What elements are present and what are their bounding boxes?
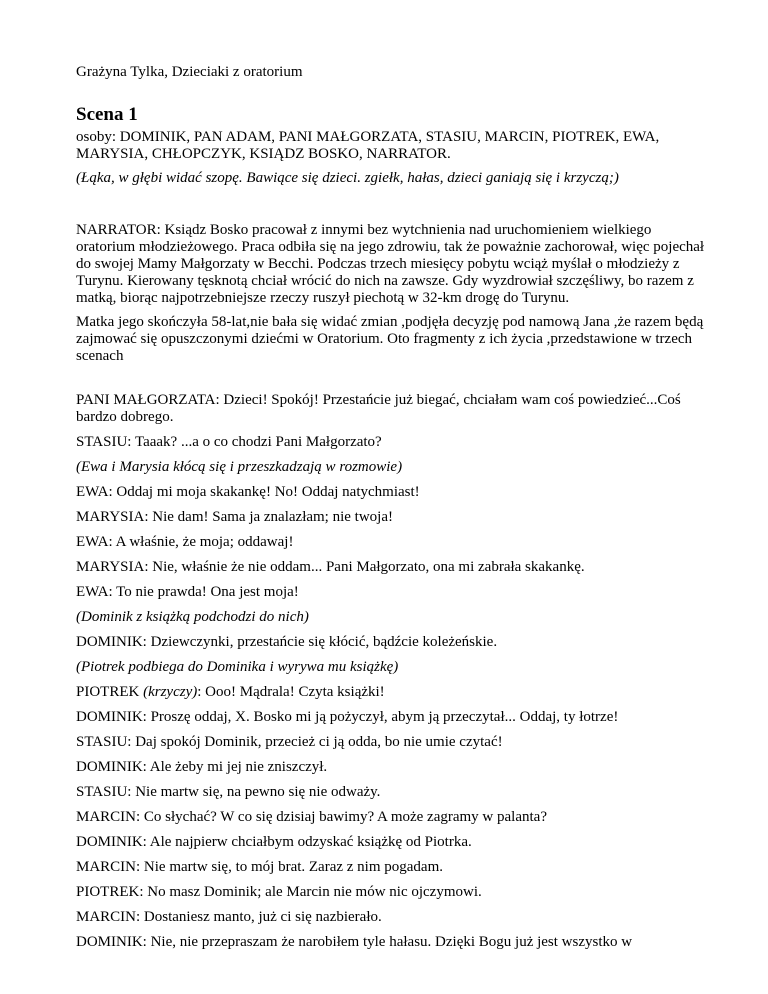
dialogue-line: STASIU: Daj spokój Dominik, przecież ci ją odda, bo nie umie czytać! bbox=[76, 734, 503, 750]
stage-direction: (Piotrek podbiega do Dominika i wyrywa mu książkę) bbox=[76, 659, 399, 675]
persons-list: osoby: DOMINIK, PAN ADAM, PANI MAŁGORZATA, STASIU, MARCIN, PIOTREK, EWA, MARYSIA, CHŁOPCZYK, KSIĄDZ BOSKO, NARRATOR. bbox=[76, 129, 660, 162]
dialogue-line: EWA: To nie prawda! Ona jest moja! bbox=[76, 584, 299, 600]
dialogue-line: MARCIN: Nie martw się, to mój brat. Zaraz z nim pogadam. bbox=[76, 859, 443, 875]
dialogue-line: DOMINIK: Ale najpierw chciałbym odzyskać książkę od Piotrka. bbox=[76, 834, 472, 850]
stage-direction: (Ewa i Marysia kłócą się i przeszkadzają w rozmowie) bbox=[76, 459, 403, 475]
scene-title: Scena 1 bbox=[76, 104, 138, 125]
dialogue-line: MARYSIA: Nie dam! Sama ja znalazłam; nie twoja! bbox=[76, 509, 393, 525]
dialogue-line: DOMINIK: Proszę oddaj, X. Bosko mi ją pożyczył, abym ją przeczytał... Oddaj, ty łotrze! bbox=[76, 709, 619, 725]
inline-stage-direction: (krzyczy) bbox=[143, 684, 198, 700]
stage-direction: (Dominik z książką podchodzi do nich) bbox=[76, 609, 309, 625]
dialogue-line: STASIU: Nie martw się, na pewno się nie odważy. bbox=[76, 784, 381, 800]
dialogue-line: EWA: Oddaj mi moja skakankę! No! Oddaj natychmiast! bbox=[76, 484, 420, 500]
dialogue-line-piotrek bbox=[76, 684, 706, 701]
dialogue-line: STASIU: Taaak? ...a o co chodzi Pani Małgorzato? bbox=[76, 434, 382, 450]
dialogue-line: EWA: A właśnie, że moja; oddawaj! bbox=[76, 534, 294, 550]
dialogue-line: MARCIN: Co słychać? W co się dzisiaj bawimy? A może zagramy w palanta? bbox=[76, 809, 547, 825]
dialogue-text: : Ooo! Mądrala! Czyta książki! bbox=[197, 684, 385, 700]
dialogue-line: MARCIN: Dostaniesz manto, już ci się nazbierało. bbox=[76, 909, 382, 925]
dialogue-line: DOMINIK: Dziewczynki, przestańcie się kłócić, bądźcie koleżeńskie. bbox=[76, 634, 498, 650]
dialogue-line: DOMINIK: Nie, nie przepraszam że narobiłem tyle hałasu. Dzięki Bogu już jest wszystko w bbox=[76, 934, 633, 950]
author-line: Grażyna Tylka, Dzieciaki z oratorium bbox=[76, 64, 303, 80]
speaker-name: PIOTREK bbox=[76, 684, 144, 700]
narrator-paragraph: NARRATOR: Ksiądz Bosko pracował z innymi bez wytchnienia nad uruchomieniem wielkiego oratorium młodzieżowego. Praca odbiła się na jego zdrowiu, tak że poważnie zachorował, więc pojechał do swojej Mamy Małgorzaty w Becchi. Podczas trzech miesięcy pobytu wciąż myślał o młodzieży z Turynu. Kierowany tęsknotą chciał wrócić do nich na zawsze. Gdy wyzdrowiał szczęśliwy, bo razem z matką, biorąc najpotrzebniejsze rzeczy ruszył piechotą w 32-km drogę do Turynu. bbox=[76, 222, 705, 306]
document-page bbox=[76, 64, 706, 959]
narrator-paragraph: Matka jego skończyła 58-lat,nie bała się widać zmian ,podjęła decyzję pod namową Jana ,że razem będą zajmować się opuszczonymi dziećmi w Oratorium. Oto fragmenty z ich życia ,przedstawione w trzech scenach bbox=[76, 314, 704, 364]
dialogue-line: PIOTREK: No masz Dominik; ale Marcin nie mów nic ojczymowi. bbox=[76, 884, 482, 900]
opening-stage-direction: (Łąka, w głębi widać szopę. Bawiące się dzieci. zgiełk, hałas, dzieci ganiają się i krzyczą;) bbox=[76, 170, 619, 186]
dialogue-line: DOMINIK: Ale żeby mi jej nie zniszczył. bbox=[76, 759, 328, 775]
dialogue-line: MARYSIA: Nie, właśnie że nie oddam... Pani Małgorzato, ona mi zabrała skakankę. bbox=[76, 559, 585, 575]
dialogue-line: PANI MAŁGORZATA: Dzieci! Spokój! Przestańcie już biegać, chciałam wam coś powiedzieć...Coś bardzo dobrego. bbox=[76, 392, 681, 425]
